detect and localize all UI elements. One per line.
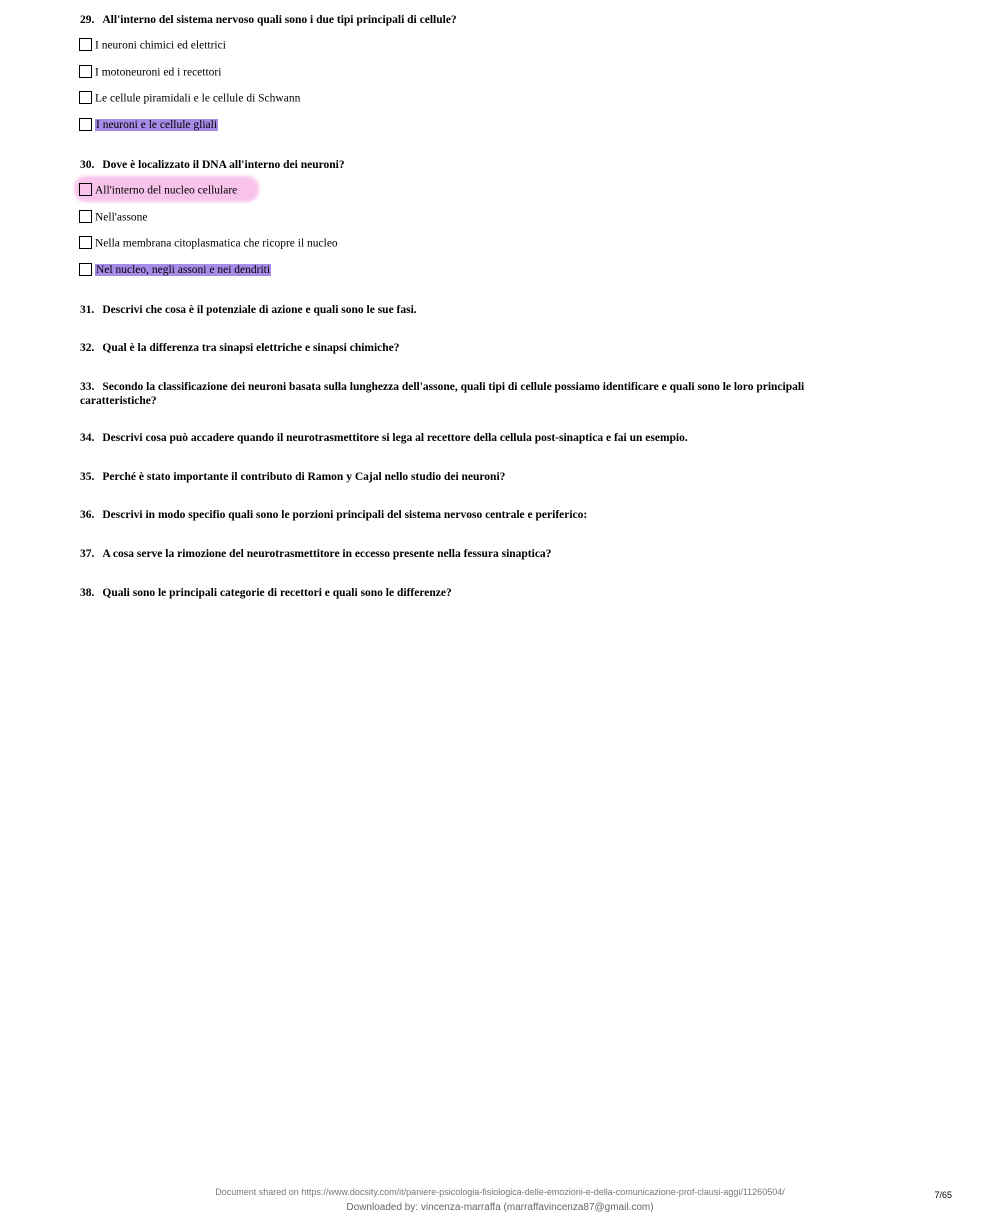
question-35 (80, 470, 870, 484)
option-label: Nell'assone (95, 211, 148, 224)
question-31 (80, 303, 870, 317)
question-text: All'interno del sistema nervoso quali sono i due tipi principali di cellule? (102, 14, 457, 26)
question-number: 32. (80, 342, 95, 354)
checkbox[interactable] (79, 38, 92, 51)
option-label: I motoneuroni ed i recettori (95, 66, 222, 79)
question-number: 38. (80, 587, 95, 599)
question-number: 34. (80, 432, 95, 444)
footer-shared-link[interactable]: Document shared on https://www.docsity.com/it/paniere-psicologia-fisiologica-delle-emozioni-e-della-comunicazione-prof-clausi-aggi/11260504/ (215, 1187, 785, 1197)
option-label-highlighted: I neuroni e le cellule gliali (96, 119, 218, 132)
question-text: A cosa serve la rimozione del neurotrasmettitore in eccesso presente nella fessura sinaptica? (102, 548, 552, 560)
option-label-highlighted: Nel nucleo, negli assoni e nei dendriti (96, 264, 271, 277)
question-38 (80, 586, 870, 600)
option-label: Nella membrana citoplasmatica che ricopre il nucleo (95, 237, 338, 250)
question-text: Perché è stato importante il contributo di Ramon y Cajal nello studio dei neuroni? (102, 471, 506, 483)
question-number: 35. (80, 471, 95, 483)
option-label: Le cellule piramidali e le cellule di Schwann (95, 92, 301, 105)
checkbox[interactable] (79, 118, 92, 131)
checkbox[interactable] (79, 210, 92, 223)
question-number: 37. (80, 548, 95, 560)
question-36 (80, 508, 870, 522)
option-29-b[interactable] (79, 64, 221, 80)
option-label: I neuroni chimici ed elettrici (95, 39, 226, 52)
option-29-c[interactable] (79, 90, 300, 106)
question-34 (80, 431, 870, 445)
question-32 (80, 341, 870, 355)
footer-downloaded-by: Downloaded by: vincenza-marraffa (marraffavincenza87@gmail.com) (346, 1202, 654, 1213)
checkbox[interactable] (79, 65, 92, 78)
question-29 (80, 13, 870, 27)
question-33 (80, 380, 870, 408)
option-30-a[interactable] (79, 182, 237, 198)
question-text: Dove è localizzato il DNA all'interno dei neuroni? (102, 159, 345, 171)
option-29-d[interactable] (79, 117, 218, 133)
question-text: Descrivi in modo specifio quali sono le porzioni principali del sistema nervoso centrale e periferico: (102, 509, 588, 521)
option-30-b[interactable] (79, 209, 148, 225)
checkbox[interactable] (79, 91, 92, 104)
option-30-c[interactable] (79, 235, 338, 251)
option-label: All'interno del nucleo cellulare (95, 184, 238, 197)
question-30 (80, 158, 870, 172)
question-number: 30. (80, 159, 95, 171)
question-number: 33. (80, 381, 95, 393)
option-30-d[interactable] (79, 262, 271, 278)
question-37 (80, 547, 870, 561)
question-text: Quali sono le principali categorie di recettori e quali sono le differenze? (102, 587, 452, 599)
question-text: Descrivi che cosa è il potenziale di azione e quali sono le sue fasi. (102, 304, 417, 316)
option-29-a[interactable] (79, 37, 226, 53)
checkbox[interactable] (79, 236, 92, 249)
page-number: 7/65 (934, 1190, 952, 1200)
checkbox[interactable] (79, 263, 92, 276)
question-number: 31. (80, 304, 95, 316)
question-number: 29. (80, 14, 95, 26)
question-text: Descrivi cosa può accadere quando il neurotrasmettitore si lega al recettore della cellula post-sinaptica e fai un esempio. (102, 432, 688, 444)
question-text: Secondo la classificazione dei neuroni basata sulla lunghezza dell'assone, quali tipi di cellule possiamo identificare e quali sono le loro principali caratteristiche? (80, 381, 805, 407)
question-text: Qual è la differenza tra sinapsi elettriche e sinapsi chimiche? (102, 342, 400, 354)
question-number: 36. (80, 509, 95, 521)
checkbox[interactable] (79, 183, 92, 196)
